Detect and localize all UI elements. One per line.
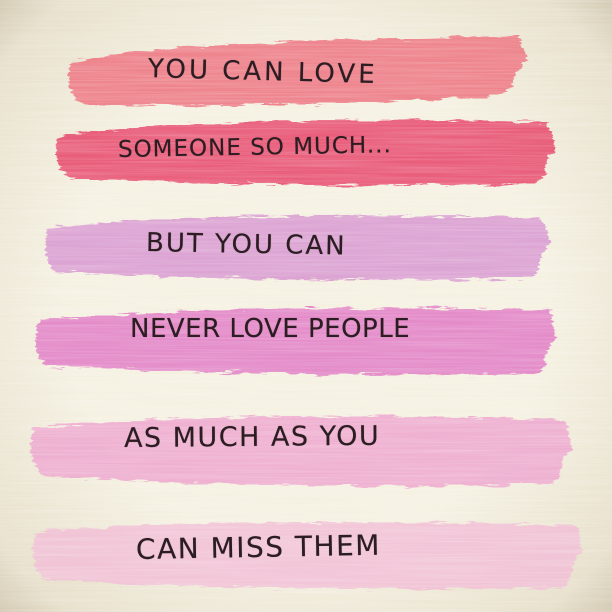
poem-line-3: BUT YOU CAN <box>145 228 347 262</box>
poem-line-2: SOMEONE SO MUCH... <box>117 132 392 163</box>
poem-line-1: YOU CAN LOVE <box>147 54 378 91</box>
poem-line-6: CAN MISS THEM <box>135 528 382 566</box>
poem-line-5: AS MUCH AS YOU <box>123 420 381 454</box>
poem-line-4: NEVER LOVE PEOPLE <box>130 314 411 344</box>
